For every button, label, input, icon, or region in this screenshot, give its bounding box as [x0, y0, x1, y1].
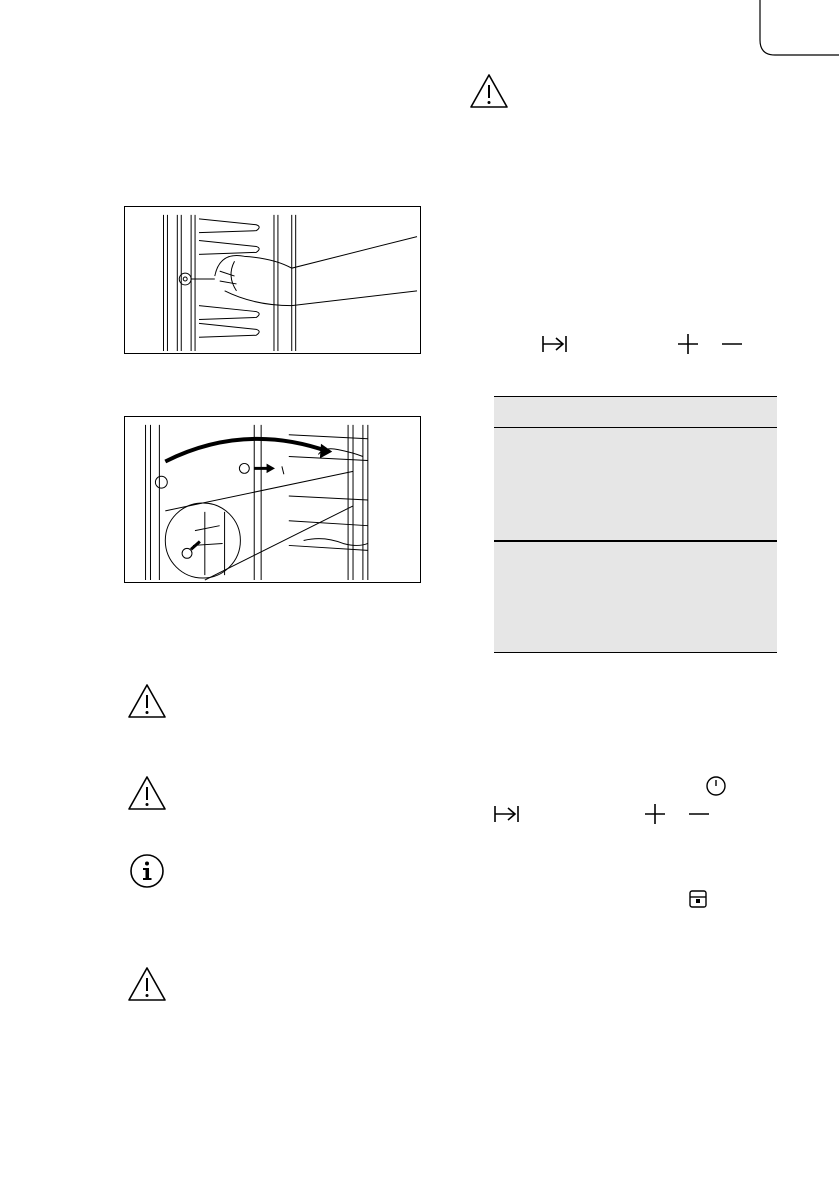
clock-icon	[705, 775, 727, 797]
table-row	[494, 428, 777, 541]
skip-to-end-icon	[493, 803, 521, 825]
warning-icon	[127, 966, 167, 1002]
table-header	[494, 396, 777, 428]
warning-icon	[469, 73, 509, 109]
minus-icon	[720, 333, 744, 355]
warning-icon	[127, 775, 167, 811]
settings-table	[494, 396, 777, 653]
table-row	[494, 541, 777, 653]
remove-shelf-support-illustration	[124, 206, 421, 354]
info-icon	[129, 853, 165, 889]
child-lock-icon	[687, 888, 709, 910]
minus-icon	[687, 803, 711, 825]
plus-icon	[644, 803, 666, 825]
skip-to-end-icon	[541, 333, 569, 355]
warning-icon	[127, 683, 167, 719]
plus-icon	[677, 333, 699, 355]
install-shelf-support-illustration	[124, 416, 421, 583]
